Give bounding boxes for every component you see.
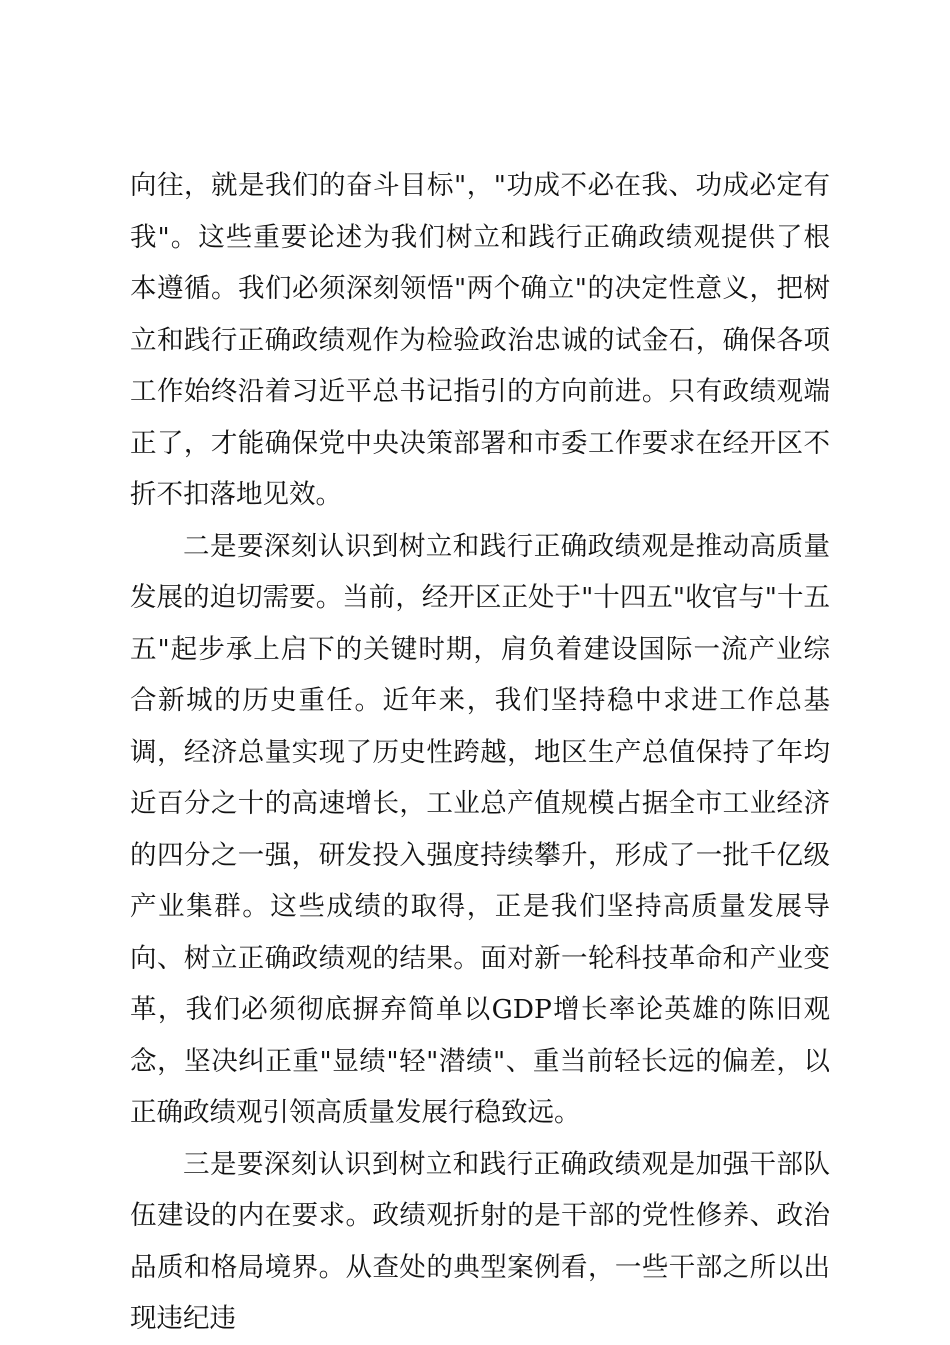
paragraph-3: 三是要深刻认识到树立和践行正确政绩观是加强干部队伍建设的内在要求。政绩观折射的是干部的党性修养、政治品质和格局境界。从查处的典型案例看，一些干部之所以出现违纪违: [130, 1148, 830, 1334]
paragraph-2: 二是要深刻认识到树立和践行正确政绩观是推动高质量发展的迫切需要。当前，经开区正处于"十四五"收官与"十五五"起步承上启下的关键时期，肩负着建设国际一流产业综合新城的历史重任。近年来，我们坚持稳中求进工作总基调，经济总量实现了历史性跨越，地区生产总值保持了年均近百分之十的高速增长，工业总产值规模占据全市工业经济的四分之一强，研发投入强度持续攀升，形成了一批千亿级产业集群。这些成绩的取得，正是我们坚持高质量发展导向、树立正确政绩观的结果。面对新一轮科技革命和产业变革，我们必须彻底摒弃简单以GDP增长率论英雄的陈旧观念，坚决纠正重"显绩"轻"潜绩"、重当前轻长远的偏差，以正确政绩观引领高质量发展行稳致远。: [130, 530, 830, 1128]
document-body: [130, 160, 830, 1345]
paragraph-1: 向往，就是我们的奋斗目标"，"功成不必在我、功成必定有我"。这些重要论述为我们树立和践行正确政绩观提供了根本遵循。我们必须深刻领悟"两个确立"的决定性意义，把树立和践行正确政绩观作为检验政治忠诚的试金石，确保各项工作始终沿着习近平总书记指引的方向前进。只有政绩观端正了，才能确保党中央决策部署和市委工作要求在经开区不折不扣落地见效。: [130, 170, 830, 510]
